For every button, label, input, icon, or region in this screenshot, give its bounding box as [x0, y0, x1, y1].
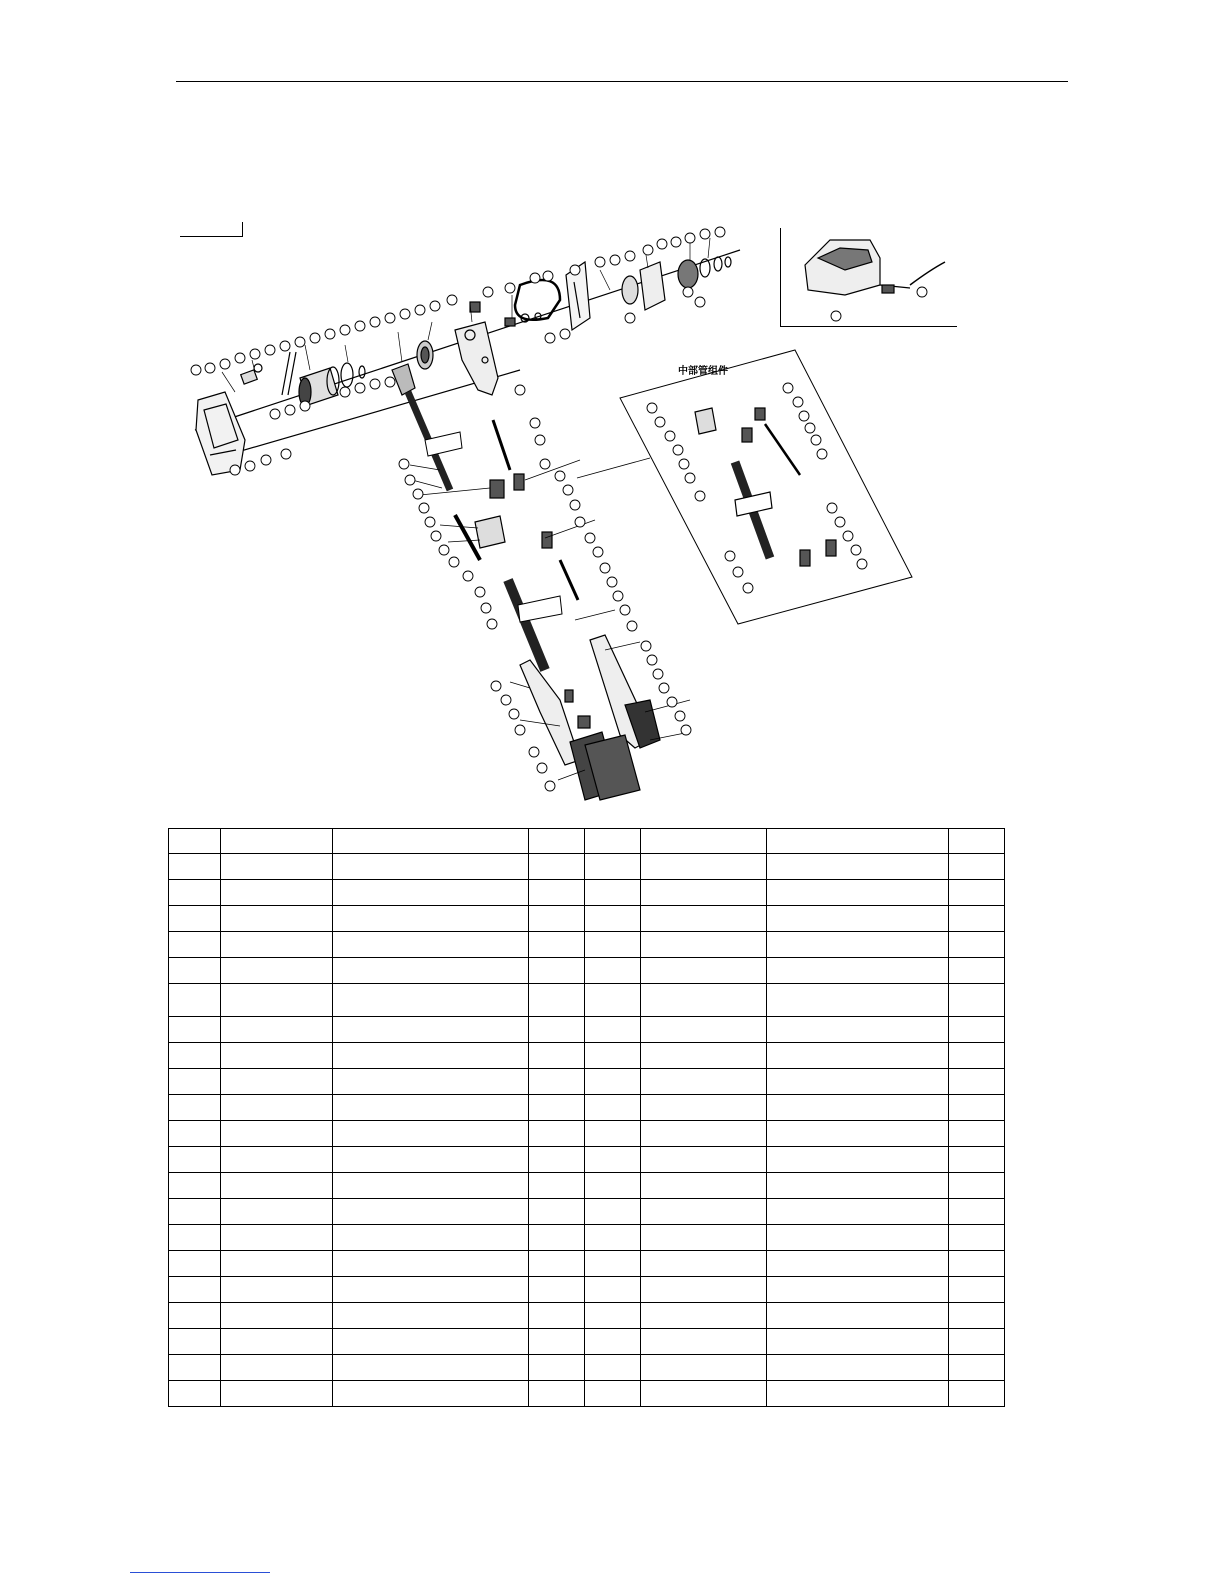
table-cell — [529, 1225, 585, 1251]
table-cell — [949, 1225, 1005, 1251]
table-cell — [641, 958, 767, 984]
washer — [359, 366, 365, 378]
collar-lock — [475, 516, 505, 548]
table-cell — [767, 1147, 949, 1173]
table-cell — [641, 1277, 767, 1303]
subassembly-title: 中部管组件 — [678, 366, 728, 377]
table-cell — [949, 1277, 1005, 1303]
table-cell — [641, 984, 767, 1017]
table-cell — [949, 932, 1005, 958]
rod — [493, 420, 510, 470]
table-cell — [641, 932, 767, 958]
table-cell — [333, 1277, 529, 1303]
table-cell — [529, 932, 585, 958]
table-cell — [949, 1355, 1005, 1381]
table-cell — [641, 1355, 767, 1381]
table-cell — [221, 958, 333, 984]
table-cell — [221, 932, 333, 958]
table-cell — [641, 1303, 767, 1329]
table-cell — [585, 984, 641, 1017]
table-cell — [333, 1173, 529, 1199]
table-cell — [767, 958, 949, 984]
table-cell — [767, 1199, 949, 1225]
table-cell — [949, 1095, 1005, 1121]
table-cell — [333, 829, 529, 854]
table-cell — [221, 1043, 333, 1069]
table-cell — [333, 1069, 529, 1095]
gear-disc — [341, 363, 353, 387]
table-cell — [529, 1043, 585, 1069]
table-cell — [529, 1069, 585, 1095]
table-cell — [221, 829, 333, 854]
table-cell — [169, 1199, 221, 1225]
table-cell — [767, 880, 949, 906]
rod-2 — [560, 560, 578, 600]
table-cell — [529, 1251, 585, 1277]
table-cell — [333, 1017, 529, 1043]
table-cell — [641, 1329, 767, 1355]
table-cell — [169, 854, 221, 880]
table-cell — [221, 1069, 333, 1095]
table-cell — [169, 1173, 221, 1199]
table-cell — [585, 1225, 641, 1251]
footer-link-underline[interactable] — [130, 1572, 270, 1573]
table-cell — [641, 1017, 767, 1043]
table-cell — [767, 854, 949, 880]
table-cell — [767, 1303, 949, 1329]
table-cell — [767, 1095, 949, 1121]
table-cell — [333, 854, 529, 880]
table-cell — [641, 1147, 767, 1173]
table-cell — [333, 1355, 529, 1381]
table-cell — [949, 829, 1005, 854]
battery-charger — [805, 240, 945, 295]
table-cell — [333, 1251, 529, 1277]
table-cell — [949, 958, 1005, 984]
table-cell — [221, 854, 333, 880]
table-cell — [949, 906, 1005, 932]
table-row — [169, 854, 1005, 880]
table-row — [169, 1147, 1005, 1173]
table-cell — [949, 854, 1005, 880]
table-cell — [585, 1355, 641, 1381]
table-row — [169, 1069, 1005, 1095]
table-cell — [221, 1095, 333, 1121]
table-cell — [529, 1199, 585, 1225]
table-cell — [333, 1381, 529, 1407]
table-cell — [641, 1173, 767, 1199]
table-cell — [767, 932, 949, 958]
table-cell — [767, 1121, 949, 1147]
table-cell — [221, 1121, 333, 1147]
table-row — [169, 1121, 1005, 1147]
table-cell — [641, 906, 767, 932]
table-cell — [949, 1173, 1005, 1199]
table-cell — [767, 906, 949, 932]
table-cell — [529, 854, 585, 880]
table-cell — [585, 1069, 641, 1095]
clamp-3 — [542, 532, 552, 548]
table-cell — [169, 1069, 221, 1095]
table-cell — [169, 1043, 221, 1069]
table-cell — [767, 829, 949, 854]
table-cell — [949, 1017, 1005, 1043]
table-cell — [585, 880, 641, 906]
table-cell — [333, 1095, 529, 1121]
table-cell — [333, 1147, 529, 1173]
table-cell — [585, 906, 641, 932]
table-row — [169, 932, 1005, 958]
table-cell — [641, 1381, 767, 1407]
table-cell — [585, 829, 641, 854]
table-cell — [333, 1329, 529, 1355]
table-cell — [767, 1251, 949, 1277]
table-cell — [641, 880, 767, 906]
shaft-coupler — [392, 341, 433, 395]
table-cell — [529, 906, 585, 932]
table-cell — [767, 984, 949, 1017]
table-cell — [529, 1277, 585, 1303]
table-cell — [767, 1381, 949, 1407]
table-row — [169, 1251, 1005, 1277]
table-cell — [949, 880, 1005, 906]
table-cell — [169, 1147, 221, 1173]
table-cell — [529, 880, 585, 906]
table-cell — [641, 1043, 767, 1069]
table-row — [169, 1329, 1005, 1355]
table-cell — [585, 1381, 641, 1407]
table-row — [169, 984, 1005, 1017]
table-cell — [169, 1017, 221, 1043]
table-cell — [221, 1147, 333, 1173]
switch-parts — [241, 352, 296, 395]
table-cell — [529, 1303, 585, 1329]
table-cell — [221, 1277, 333, 1303]
table-cell — [333, 906, 529, 932]
table-cell — [221, 984, 333, 1017]
table-cell — [949, 1043, 1005, 1069]
table-cell — [529, 984, 585, 1017]
table-cell — [767, 1355, 949, 1381]
table-cell — [333, 1199, 529, 1225]
table-cell — [585, 1173, 641, 1199]
parts-table — [168, 828, 1005, 1407]
table-cell — [767, 1069, 949, 1095]
table-cell — [585, 1017, 641, 1043]
table-row — [169, 1303, 1005, 1329]
table-cell — [585, 1121, 641, 1147]
table-cell — [169, 906, 221, 932]
table-cell — [529, 1095, 585, 1121]
table-cell — [585, 1147, 641, 1173]
table-cell — [949, 984, 1005, 1017]
table-cell — [949, 1069, 1005, 1095]
clamp-2 — [514, 474, 524, 490]
table-cell — [333, 1121, 529, 1147]
table-cell — [949, 1251, 1005, 1277]
table-cell — [949, 1303, 1005, 1329]
table-cell — [949, 1121, 1005, 1147]
table-cell — [585, 932, 641, 958]
table-cell — [641, 1199, 767, 1225]
table-cell — [169, 932, 221, 958]
table-cell — [221, 1199, 333, 1225]
motor-housing-end — [196, 392, 245, 475]
table-cell — [169, 880, 221, 906]
table-cell — [949, 1329, 1005, 1355]
table-cell — [333, 958, 529, 984]
table-cell — [585, 1095, 641, 1121]
table-row — [169, 1095, 1005, 1121]
table-cell — [221, 1381, 333, 1407]
table-cell — [585, 1199, 641, 1225]
table-cell — [169, 829, 221, 854]
table-cell — [169, 1095, 221, 1121]
table-cell — [529, 1355, 585, 1381]
table-row — [169, 829, 1005, 854]
table-row — [169, 958, 1005, 984]
clip-part — [470, 302, 480, 312]
table-cell — [221, 906, 333, 932]
table-cell — [767, 1017, 949, 1043]
table-cell — [221, 1355, 333, 1381]
table-cell — [641, 1121, 767, 1147]
table-row — [169, 1199, 1005, 1225]
table-cell — [529, 1147, 585, 1173]
table-cell — [169, 1251, 221, 1277]
table-row — [169, 1381, 1005, 1407]
table-row — [169, 1017, 1005, 1043]
table-cell — [169, 1225, 221, 1251]
table-cell — [529, 1017, 585, 1043]
parts-table-body — [169, 829, 1005, 1407]
table-cell — [585, 1277, 641, 1303]
main-axis-line-2 — [210, 370, 520, 460]
table-cell — [169, 1381, 221, 1407]
table-cell — [641, 1225, 767, 1251]
table-cell — [585, 958, 641, 984]
subassembly-parts — [695, 408, 836, 566]
callout-leaders-top — [222, 238, 710, 392]
table-cell — [169, 1277, 221, 1303]
table-cell — [169, 958, 221, 984]
table-cell — [767, 1043, 949, 1069]
saw-chain — [515, 280, 560, 320]
table-cell — [767, 1277, 949, 1303]
subassembly-frame — [620, 350, 912, 624]
table-cell — [585, 1043, 641, 1069]
table-cell — [529, 1329, 585, 1355]
table-cell — [641, 1095, 767, 1121]
table-cell — [641, 1069, 767, 1095]
table-cell — [585, 854, 641, 880]
table-cell — [949, 1199, 1005, 1225]
table-cell — [333, 984, 529, 1017]
table-cell — [949, 1381, 1005, 1407]
table-row — [169, 906, 1005, 932]
table-cell — [169, 1303, 221, 1329]
table-cell — [767, 1329, 949, 1355]
table-cell — [641, 1251, 767, 1277]
table-row — [169, 1225, 1005, 1251]
table-row — [169, 1355, 1005, 1381]
table-row — [169, 1043, 1005, 1069]
table-cell — [169, 1329, 221, 1355]
table-row — [169, 880, 1005, 906]
subassembly-pointer — [577, 458, 650, 478]
table-cell — [529, 1173, 585, 1199]
table-cell — [221, 1251, 333, 1277]
table-cell — [221, 1303, 333, 1329]
table-cell — [529, 958, 585, 984]
table-cell — [767, 1225, 949, 1251]
table-cell — [221, 1017, 333, 1043]
table-row — [169, 1173, 1005, 1199]
table-cell — [585, 1303, 641, 1329]
table-cell — [333, 1303, 529, 1329]
table-cell — [221, 1329, 333, 1355]
table-cell — [585, 1329, 641, 1355]
table-cell — [641, 829, 767, 854]
clamp-1 — [490, 480, 504, 498]
table-cell — [529, 829, 585, 854]
table-cell — [221, 880, 333, 906]
table-cell — [221, 1173, 333, 1199]
table-cell — [221, 1225, 333, 1251]
table-cell — [767, 1173, 949, 1199]
table-cell — [529, 1121, 585, 1147]
table-cell — [169, 1121, 221, 1147]
table-cell — [585, 1251, 641, 1277]
clip-part-2 — [505, 318, 515, 326]
table-cell — [333, 932, 529, 958]
table-row — [169, 1277, 1005, 1303]
table-cell — [333, 1225, 529, 1251]
table-cell — [333, 880, 529, 906]
table-cell — [949, 1147, 1005, 1173]
motor — [299, 367, 339, 406]
table-cell — [169, 984, 221, 1017]
table-cell — [529, 1381, 585, 1407]
table-cell — [333, 1043, 529, 1069]
gearbox-housing — [455, 322, 498, 395]
table-cell — [169, 1355, 221, 1381]
table-cell — [641, 854, 767, 880]
